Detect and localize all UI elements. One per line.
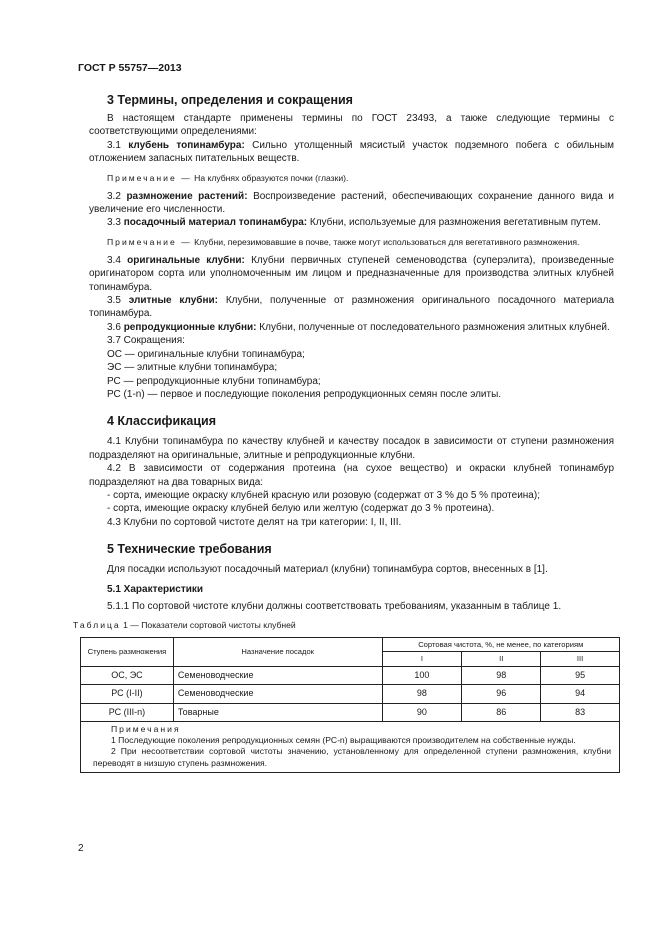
abbr-title: 3.7 Сокращения: <box>107 335 185 347</box>
table-row <box>81 703 620 721</box>
abbr-item: РС — репродукционные клубни топинамбура; <box>107 375 321 387</box>
header-category: III <box>541 652 620 667</box>
term-3-4: 3.4 оригинальные клубни: Клубни первичных ступеней семеноводства (суперэлита), произведенные оригинатором сорта или уполномоченным им лицом и предназначенные для производства элитных клубней топинамбура. <box>89 254 615 293</box>
cell-value: 90 <box>382 703 462 721</box>
cell-stage: РС (III-n) <box>81 703 174 721</box>
clause-5-1-1: 5.1.1 По сортовой чистоте клубни должны соответствовать требованиям, указанным в таблице 1. <box>107 600 562 612</box>
term-3-1: 3.1 клубень топинамбура: Сильно утолщенный мясистый участок подземного побега с обильным отложением запасных питательных веществ. <box>89 139 615 165</box>
page-content <box>73 92 615 773</box>
cell-value: 83 <box>541 703 620 721</box>
page-number: 2 <box>78 843 84 854</box>
bullet-item: - сорта, имеющие окраску клубней красную или розовую (содержат от 3 % до 5 % протеина); <box>107 489 540 501</box>
table-row <box>81 685 620 703</box>
cell-value: 100 <box>382 666 462 684</box>
cell-purpose: Товарные <box>173 703 382 721</box>
note-3-1: Примечание — На клубнях образуются почки (глазки). <box>107 172 349 183</box>
table-caption: Таблица 1 — Показатели сортовой чистоты клубней <box>73 620 296 631</box>
cell-stage: ОС, ЭС <box>81 666 174 684</box>
cell-stage: РС (I-II) <box>81 685 174 703</box>
term-3-3: 3.3 посадочный материал топинамбура: Клубни, используемые для размножения вегетативным путем. <box>107 217 601 229</box>
table-row <box>81 666 620 684</box>
document-header-id: ГОСТ Р 55757—2013 <box>78 62 182 74</box>
abbr-item: ОС — оригинальные клубни топинамбура; <box>107 348 305 360</box>
header-category: I <box>382 652 462 667</box>
clause-4-3: 4.3 Клубни по сортовой чистоте делят на три категории: I, II, III. <box>107 516 402 528</box>
cell-purpose: Семеноводческие <box>173 685 382 703</box>
header-stage: Ступень размножения <box>81 637 174 666</box>
header-category: II <box>462 652 541 667</box>
table-notes <box>81 722 620 773</box>
notes-label: Примечания <box>111 724 181 734</box>
term-3-2: 3.2 размножение растений: Воспроизведение растений, обеспечивающих сохранение данного вида и увеличение его численности. <box>89 190 614 216</box>
header-purity: Сортовая чистота, %, не менее, по категориям <box>382 637 619 652</box>
cell-value: 95 <box>541 666 620 684</box>
section-5-title: 5 Технические требования <box>107 542 272 557</box>
note-3-3: Примечание — Клубни, перезимовавшие в почве, также могут использоваться для вегетативного размножения. <box>107 236 580 247</box>
purity-table <box>80 637 620 773</box>
section-3-title: 3 Термины, определения и сокращения <box>107 93 353 107</box>
clause-4-2: 4.2 В зависимости от содержания протеина (на сухое вещество) и окраски клубней топинамбур подразделяют на два товарных вида: <box>89 463 614 488</box>
table-note: 1 Последующие поколения репродукционных семян (РС-n) выращиваются производителем на собственные нужды. <box>111 735 576 746</box>
clause-5-intro: Для посадки используют посадочный материал (клубни) топинамбура сортов, внесенных в [1]. <box>107 564 548 576</box>
table-header-row <box>81 637 620 652</box>
cell-value: 94 <box>541 685 620 703</box>
table-note: 2 При несоответствии сортовой чистоты значению, установленному для определенной ступени размножения, клубни переводят в низшую ступень размножения. <box>93 746 611 768</box>
header-purpose: Назначение посадок <box>173 637 382 666</box>
clause-4-1: 4.1 Клубни топинамбура по качеству клубней и качеству посадок в зависимости от ступени размножения подразделяют на оригинальные, элитные и репродукционные клубни. <box>89 436 614 461</box>
cell-value: 98 <box>462 666 541 684</box>
cell-purpose: Семеноводческие <box>173 666 382 684</box>
cell-value: 86 <box>462 703 541 721</box>
section-4-title: 4 Классификация <box>107 414 217 429</box>
cell-value: 98 <box>382 685 462 703</box>
table-notes-row <box>81 722 620 773</box>
abbr-item: ЭС — элитные клубни топинамбура; <box>107 362 278 374</box>
bullet-item: - сорта, имеющие окраску клубней белую или желтую (содержат до 3 % протеина). <box>107 503 495 515</box>
abbr-item: РС (1-n) — первое и последующие поколения репродукционных семян после элиты. <box>107 388 502 400</box>
term-3-6: 3.6 репродукционные клубни: Клубни, полученные от последовательного размножения элитных клубней. <box>107 321 610 333</box>
cell-value: 96 <box>462 685 541 703</box>
term-3-5: 3.5 элитные клубни: Клубни, полученные от размножения оригинального посадочного материала топинамбура. <box>89 295 615 320</box>
section-3-intro: В настоящем стандарте применены термины по ГОСТ 23493, а также следующие термины с соответствующими определениями: <box>89 113 614 138</box>
subsection-5-1-title: 5.1 Характеристики <box>107 583 204 595</box>
